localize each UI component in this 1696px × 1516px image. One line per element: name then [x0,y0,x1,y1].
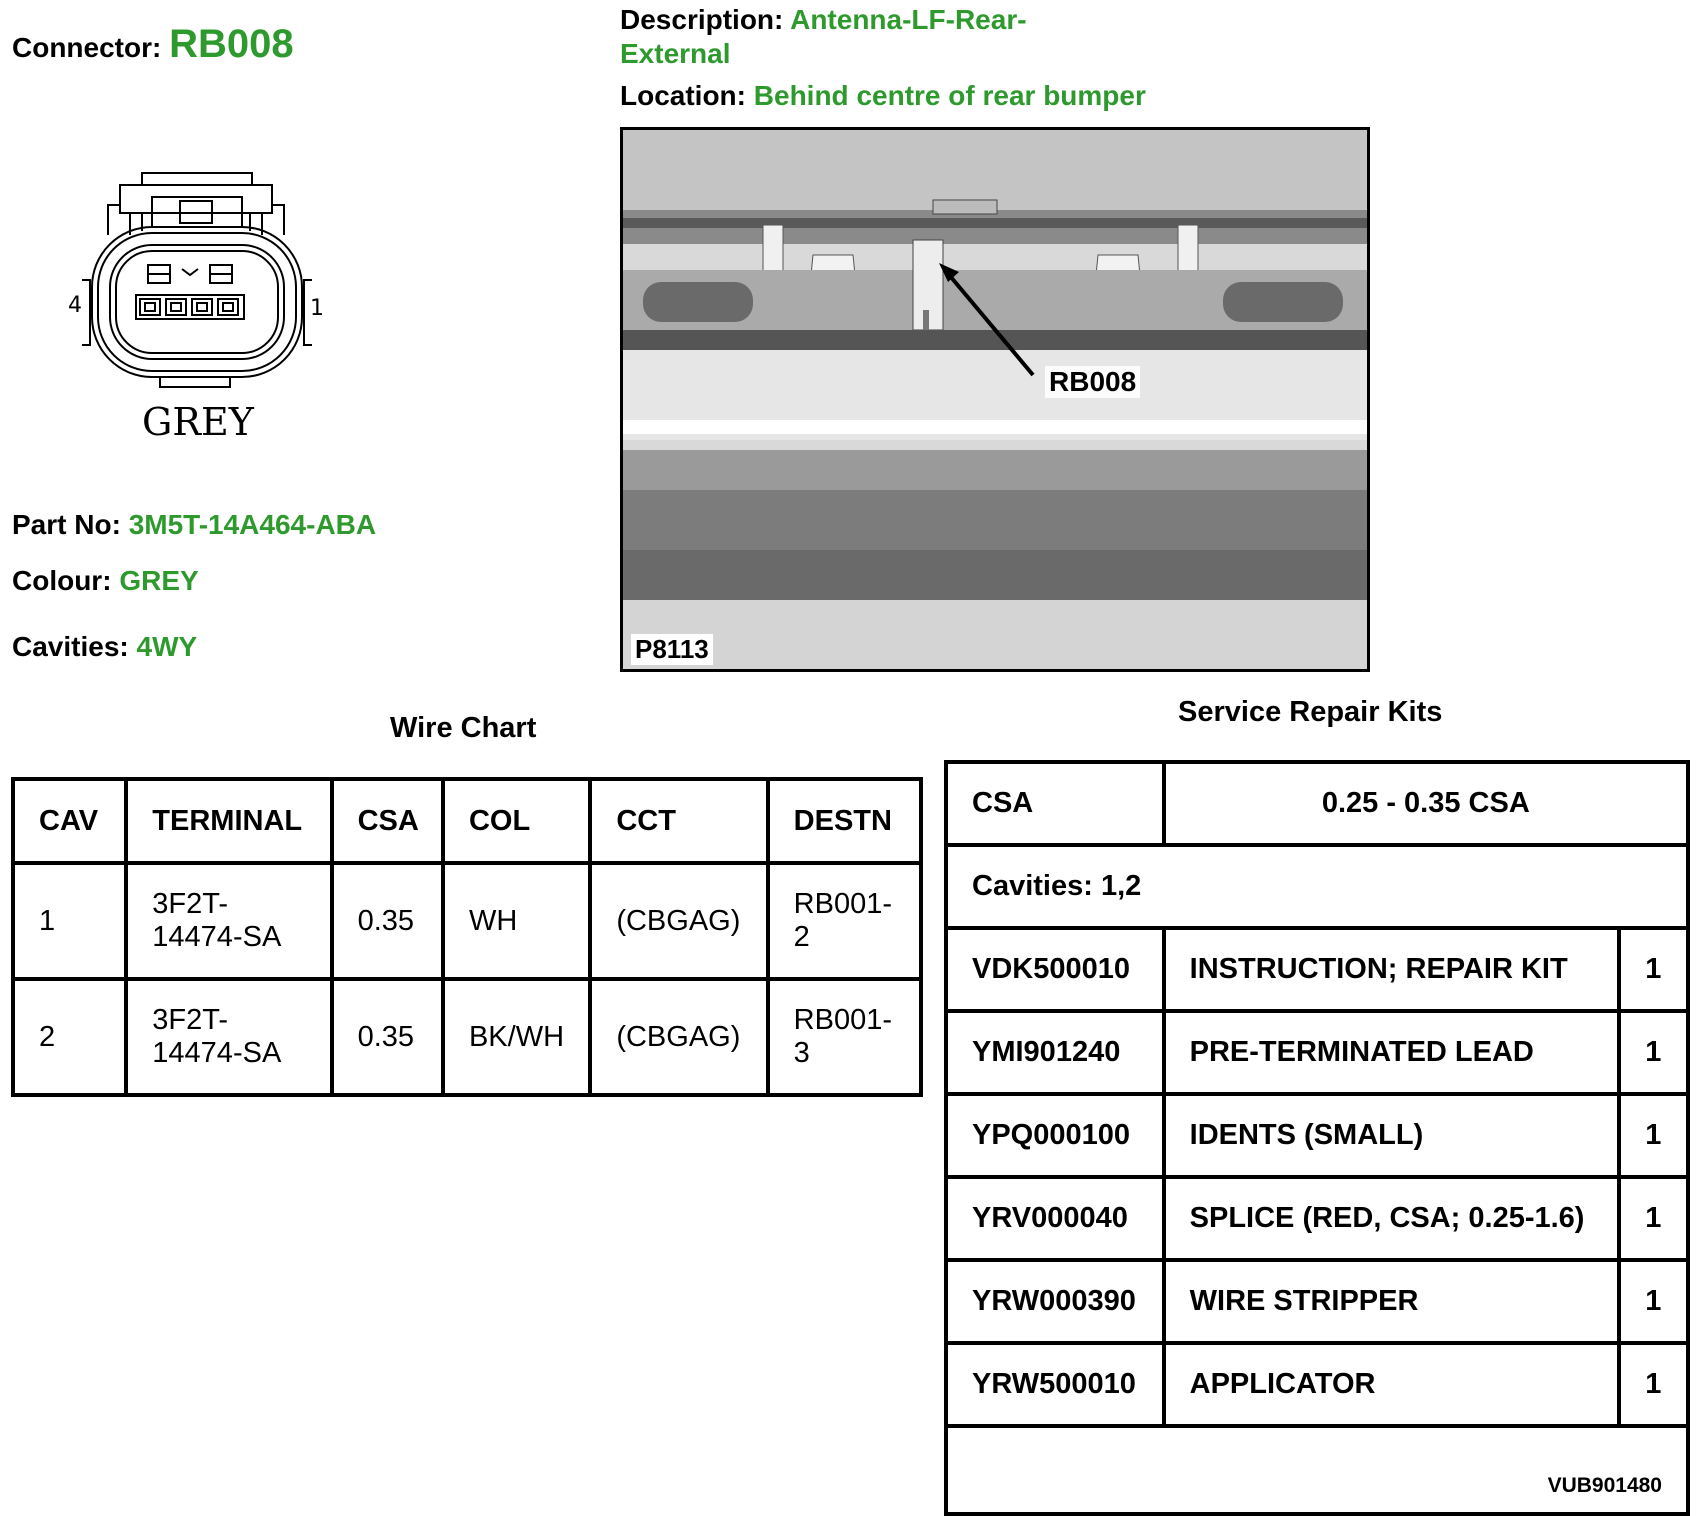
part-no-value: 3M5T-14A464-ABA [128,509,377,540]
colour-label: Colour: [12,565,112,596]
footer-row [946,1426,1688,1514]
repair-kits-title: Service Repair Kits [1178,696,1443,728]
col-header-cct: CCT [590,779,767,863]
kit-qty: 1 [1619,1177,1688,1260]
terminal-line-1: 3F2T- [152,1004,229,1036]
kit-qty: 1 [1619,1094,1688,1177]
cell-cct: (CBGAG) [590,979,767,1095]
cavities-row [946,845,1688,928]
cavities-label: Cavities: [12,631,129,662]
cell-cct: (CBGAG) [590,863,767,979]
kit-code: YRW000390 [946,1260,1164,1343]
location-heading [620,80,1146,112]
terminal-line-1: 3F2T- [152,888,229,920]
connector-id: RB008 [169,22,294,66]
location-photo [620,127,1370,672]
kit-desc: IDENTS (SMALL) [1164,1094,1619,1177]
kit-desc: APPLICATOR [1164,1343,1619,1426]
part-no-label: Part No: [12,509,121,540]
description-value-1: Antenna-LF-Rear- [790,4,1027,35]
table-row [13,863,921,979]
list-item [946,1094,1688,1177]
list-item [946,1260,1688,1343]
cell-col: WH [443,863,590,979]
kit-desc: INSTRUCTION; REPAIR KIT [1164,928,1619,1011]
location-value: Behind centre of rear bumper [753,80,1146,111]
wire-chart-header-row [13,779,921,863]
colour-value: GREY [119,565,199,596]
kit-desc: PRE-TERMINATED LEAD [1164,1011,1619,1094]
cell-destn [768,979,921,1095]
cavities [12,631,197,663]
destn-line-1: RB001- [793,888,892,920]
cell-col: BK/WH [443,979,590,1095]
repair-kits-table [944,760,1690,1516]
list-item [946,1343,1688,1426]
cell-csa: 0.35 [332,863,443,979]
wire-chart-title: Wire Chart [390,712,537,744]
kit-desc: WIRE STRIPPER [1164,1260,1619,1343]
cell-cav: 1 [13,863,126,979]
csa-row [946,762,1688,845]
col-header-col: COL [443,779,590,863]
kit-qty: 1 [1619,1343,1688,1426]
connector-drawing [60,165,330,450]
photo-callout: RB008 [1045,366,1140,398]
destn-line-2: 3 [793,1037,810,1069]
kit-desc: SPLICE (RED, CSA; 0.25-1.6) [1164,1177,1619,1260]
bumper-illustration [623,130,1367,669]
description-label: Description: [620,4,784,35]
location-label: Location: [620,80,746,111]
destn-line-2: 2 [793,921,810,953]
kit-qty: 1 [1619,1011,1688,1094]
connector-heading [12,22,294,67]
description-heading-2 [620,38,731,70]
connector-outline-icon [60,165,330,450]
cell-terminal [126,863,331,979]
photo-id: P8113 [631,634,713,665]
drawing-colour-text: GREY [142,400,254,444]
kit-code: YMI901240 [946,1011,1164,1094]
kit-qty: 1 [1619,928,1688,1011]
list-item [946,1011,1688,1094]
kit-code: YPQ000100 [946,1094,1164,1177]
pin-1-label: 1 [310,296,324,321]
col-header-destn: DESTN [768,779,921,863]
table-row [13,979,921,1095]
colour [12,565,199,597]
col-header-csa: CSA [332,779,443,863]
cell-terminal [126,979,331,1095]
cell-cav: 2 [13,979,126,1095]
terminal-line-2: 14474-SA [152,1037,282,1069]
destn-line-1: RB001- [793,1004,892,1036]
col-header-cav: CAV [13,779,126,863]
list-item [946,1177,1688,1260]
kit-footer-code: VUB901480 [946,1426,1688,1514]
csa-label: CSA [946,762,1164,845]
part-no [12,509,376,541]
terminal-line-2: 14474-SA [152,921,282,953]
wire-chart-table [11,777,923,1097]
csa-value: 0.25 - 0.35 CSA [1164,762,1688,845]
kit-code: YRW500010 [946,1343,1164,1426]
cavities-value: 4WY [136,631,198,662]
kit-qty: 1 [1619,1260,1688,1343]
connector-label: Connector: [12,32,162,63]
pin-4-label: 4 [68,293,82,318]
description-value-2: External [620,38,731,69]
kit-code: YRV000040 [946,1177,1164,1260]
list-item [946,928,1688,1011]
cell-csa: 0.35 [332,979,443,1095]
cell-destn [768,863,921,979]
description-heading [620,4,1027,36]
col-header-terminal: TERMINAL [126,779,331,863]
kit-cavities: Cavities: 1,2 [946,845,1688,928]
kit-code: VDK500010 [946,928,1164,1011]
